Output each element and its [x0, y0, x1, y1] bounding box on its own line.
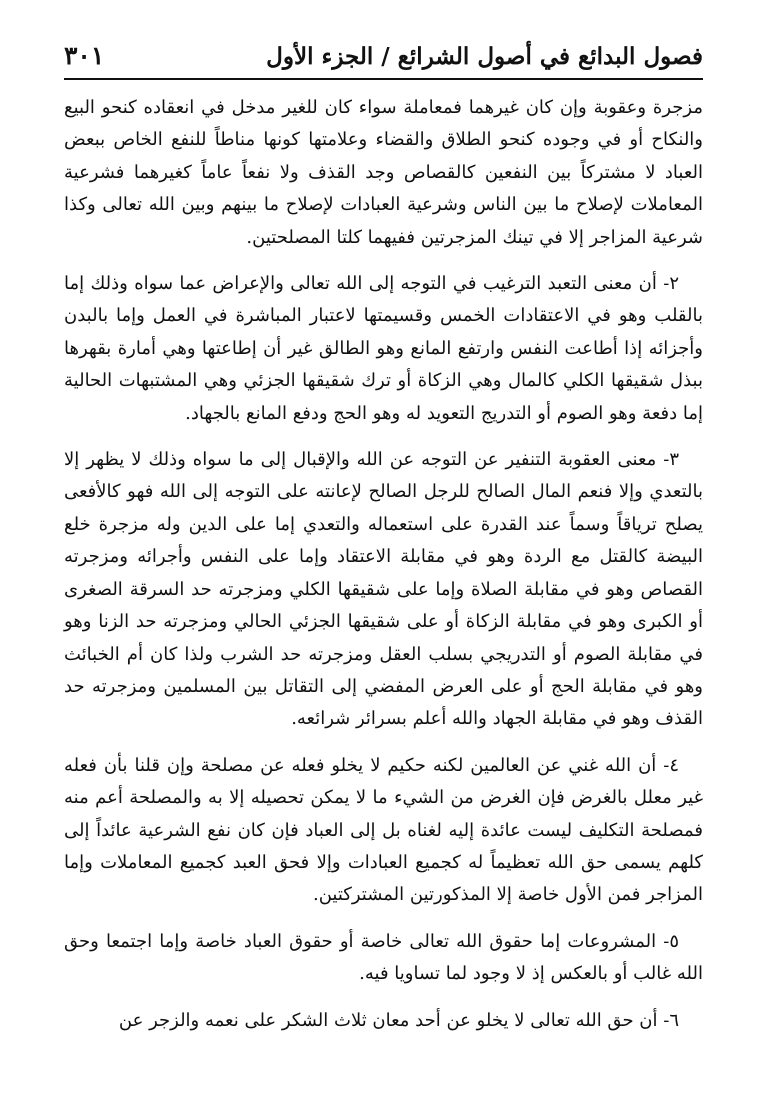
- page-header: [64, 34, 703, 80]
- page-body: [64, 92, 703, 1051]
- paragraph-item-2: ٢- أن معنى التعبد الترغيب في التوجه إلى الله تعالى والإعراض عما سواه وذلك إما بالقلب وهو في الاعتقادات الخمس وقسيمتها لاعتبار المباشرة في العمل وإما بالبدن وأجزائه إذا أطاعت النفس وارتفع المانع وهو الطالق غير أن إطاعتها وهي أمارة بقهرها ببذل شقيقها الكلي كالمال وهي الزكاة أو ترك شقيقها الجزئي وهي المشتبهات الحالية إما دفعة وهو الصوم أو التدريج التعويد له وهو الحج ودفع المانع بالجهاد.: [64, 273, 703, 424]
- paragraph-item-5: ٥- المشروعات إما حقوق الله تعالى خاصة أو حقوق العباد خاصة وإما اجتمعا وحق الله غالب أو بالعكس إذ لا وجود لما تساويا فيه.: [64, 930, 703, 985]
- page-number: ٣٠١: [64, 41, 105, 70]
- paragraph-item-4: ٤- أن الله غني عن العالمين لكنه حكيم لا يخلو فعله عن مصلحة وإن قلنا بأن فعله غير معلل بالغرض فإن الغرض من الشيء ما لا يمكن تحصيله إلا به والمصلحة أعم منه فمصلحة التكليف ليست عائدة إليه لغناه بل إلى العباد فإن كان نفع الشرعية عائداً إلى كلهم يسمى حق الله تعظيماً له كجميع العبادات وإلا فحق العبد كجميع المعاملات وإما المزاجر فمن الأول خاصة إلا المذكورتين المشتركتين.: [64, 754, 703, 906]
- paragraph-item-3: ٣- معنى العقوبة التنفير عن التوجه عن الله والإقبال إلى ما سواه وذلك لا يظهر إلا بالتعدي وإلا فنعم المال الصالح للرجل الصالح لإعانته على التوجه إلى الله فهو كالأفعى يصلح ترياقاً وسماً عند القدرة على استعماله والتعدي إما على الدين وله مزجرة خلع البيضة كالقتل مع الردة وهو في مقابلة الاعتقاد وإما على النفس وأجرائه ومزجرته القصاص وهو في مقابلة الصلاة وإما على شقيقها الكلي ومزجرته حد السرقة الصغرى أو الكبرى وهو في مقابلة الزكاة أو على شقيقها الجزئي الحالي ومزجرته حد الزنا وهو في مقابلة الصوم أو التدريجي بسلب العقل ومزجرته حد الشرب ولذا كان أم الخبائث وهو في مقابلة الحج أو على العرض المفضي إلى التقاتل بين المسلمين ومزجرته حد القذف وهو في مقابلة الجهاد والله أعلم بسرائر شرائعه.: [64, 449, 703, 730]
- running-title: فصول البدائع في أصول الشرائع / الجزء الأول: [266, 43, 703, 70]
- paragraph-continuation: مزجرة وعقوبة وإن كان غيرهما فمعاملة سواء كان للغير مدخل في انعقاده كنحو البيع والنكاح أو في وجوده كنحو الطلاق والقضاء وعلامتها كونها مناطاً للنفع الخاص ببعض العباد لا مشتركاً بين النفعين كالقصاص وجد القذف ولا نفعاً عاماً كغيرهما فشرعية المعاملات لإصلاح ما بين الناس وشرعية العبادات لإصلاح ما بينهم وبين الله تعالى وكذا شرعية المزاجر إلا في تينك المزجرتين ففيهما كلتا المصلحتين.: [64, 97, 703, 248]
- paragraph-item-6: ٦- أن حق الله تعالى لا يخلو عن أحد معان ثلاث الشكر على نعمه والزجر عن: [118, 1009, 679, 1031]
